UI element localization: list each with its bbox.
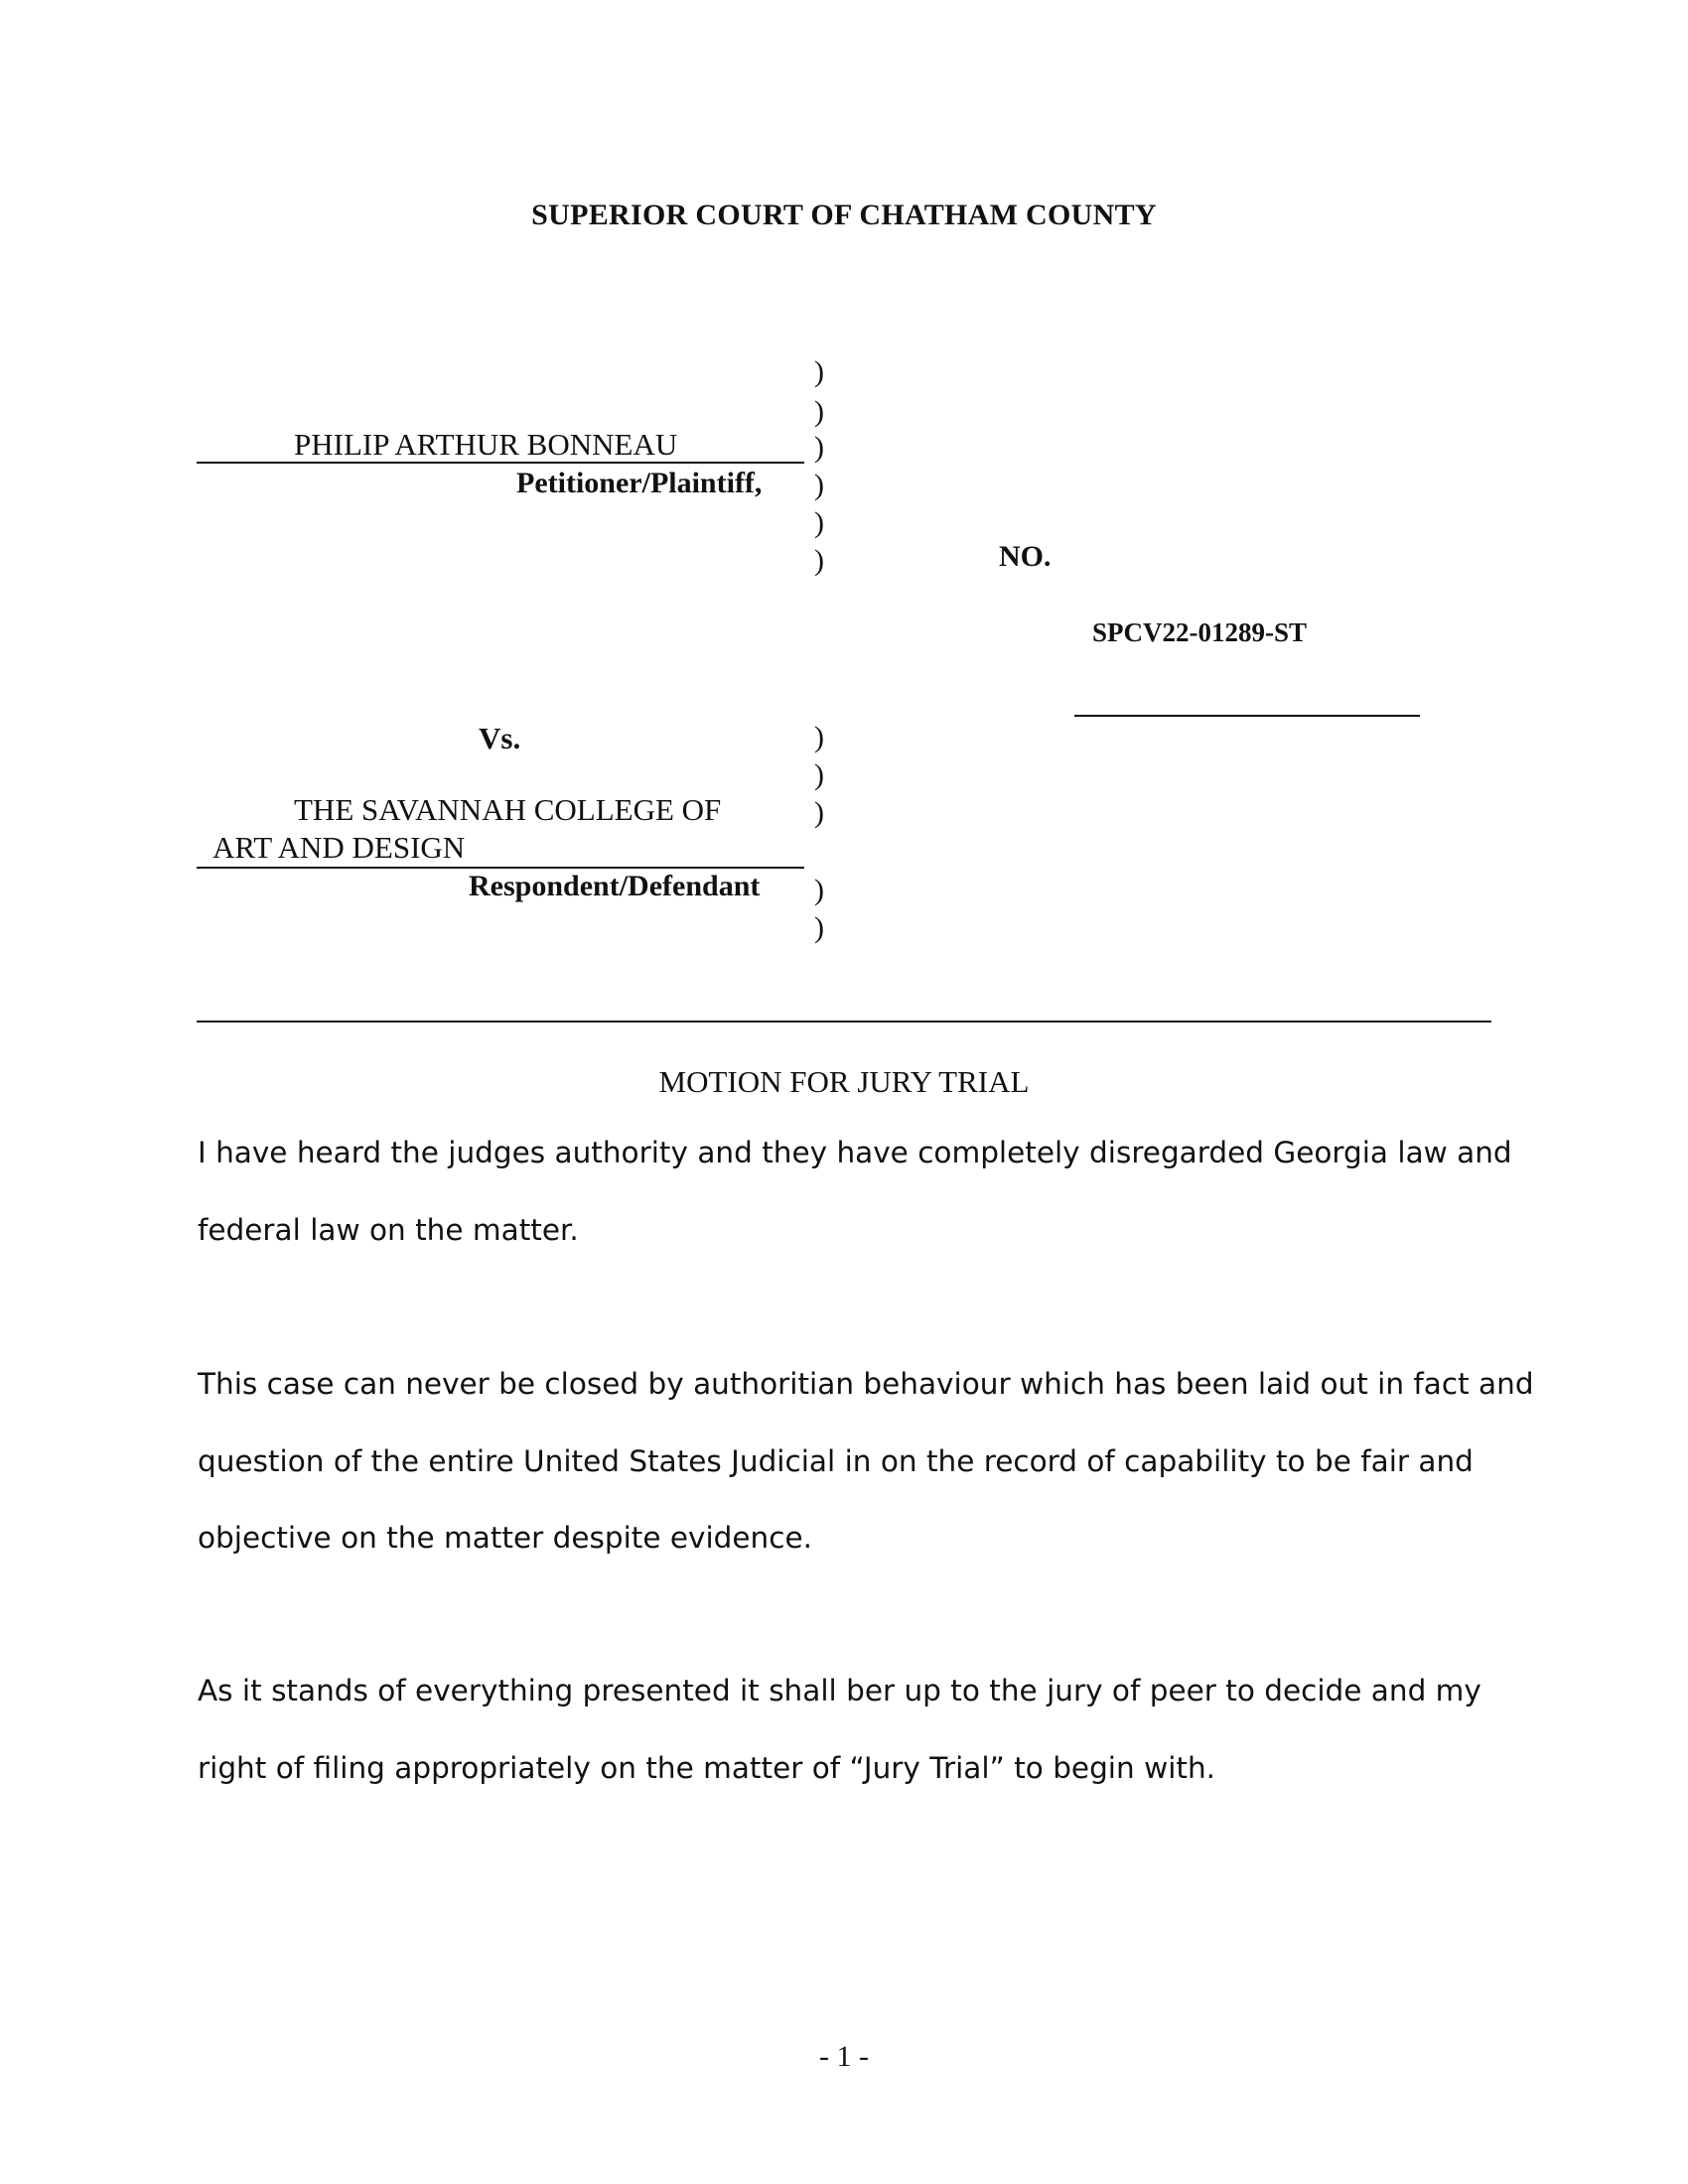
caption-paren: ) — [814, 911, 824, 944]
defendant-name-line2: ART AND DESIGN — [212, 830, 466, 865]
caption-paren: ) — [814, 506, 824, 539]
paragraph-2-line-1: This case can never be closed by authoritian behaviour which has been laid out in fact and — [198, 1367, 1534, 1401]
caption-paren: ) — [814, 469, 824, 501]
motion-title: MOTION FOR JURY TRIAL — [658, 1064, 1030, 1099]
caption-paren: ) — [814, 758, 824, 791]
caption-divider — [197, 1021, 1491, 1023]
paragraph-1-line-1: I have heard the judges authority and they have completely disregarded Georgia law and — [198, 1136, 1512, 1169]
caption-paren: ) — [814, 721, 824, 753]
case-number: SPCV22-01289-ST — [1092, 617, 1308, 647]
plaintiff-name: PHILIP ARTHUR BONNEAU — [294, 427, 678, 462]
caption-paren: ) — [814, 874, 824, 906]
caption-paren: ) — [814, 431, 824, 464]
defendant-name-underline — [197, 867, 804, 869]
case-number-underline — [1074, 715, 1420, 717]
paragraph-3-line-1: As it stands of everything presented it shall ber up to the jury of peer to decide and my — [198, 1674, 1481, 1707]
caption-paren: ) — [814, 544, 824, 577]
paragraph-3-line-2: right of filing appropriately on the matter of “Jury Trial” to begin with. — [198, 1751, 1216, 1785]
versus-label: Vs. — [479, 721, 521, 755]
page-number: - 1 - — [819, 2040, 869, 2073]
plaintiff-role: Petitioner/Plaintiff, — [516, 467, 763, 499]
case-no-label: NO. — [999, 540, 1052, 573]
caption-paren: ) — [814, 355, 824, 388]
caption-paren: ) — [814, 395, 824, 428]
paragraph-2-line-2: question of the entire United States Judicial in on the record of capability to be fair and — [198, 1444, 1474, 1478]
defendant-name-line1: THE SAVANNAH COLLEGE OF — [294, 792, 722, 827]
plaintiff-name-underline — [197, 462, 804, 464]
paragraph-2-line-3: objective on the matter despite evidence. — [198, 1521, 812, 1555]
paragraph-1-line-2: federal law on the matter. — [198, 1213, 579, 1247]
defendant-role: Respondent/Defendant — [469, 870, 761, 902]
court-title: SUPERIOR COURT OF CHATHAM COUNTY — [531, 199, 1157, 231]
caption-paren: ) — [814, 796, 824, 829]
